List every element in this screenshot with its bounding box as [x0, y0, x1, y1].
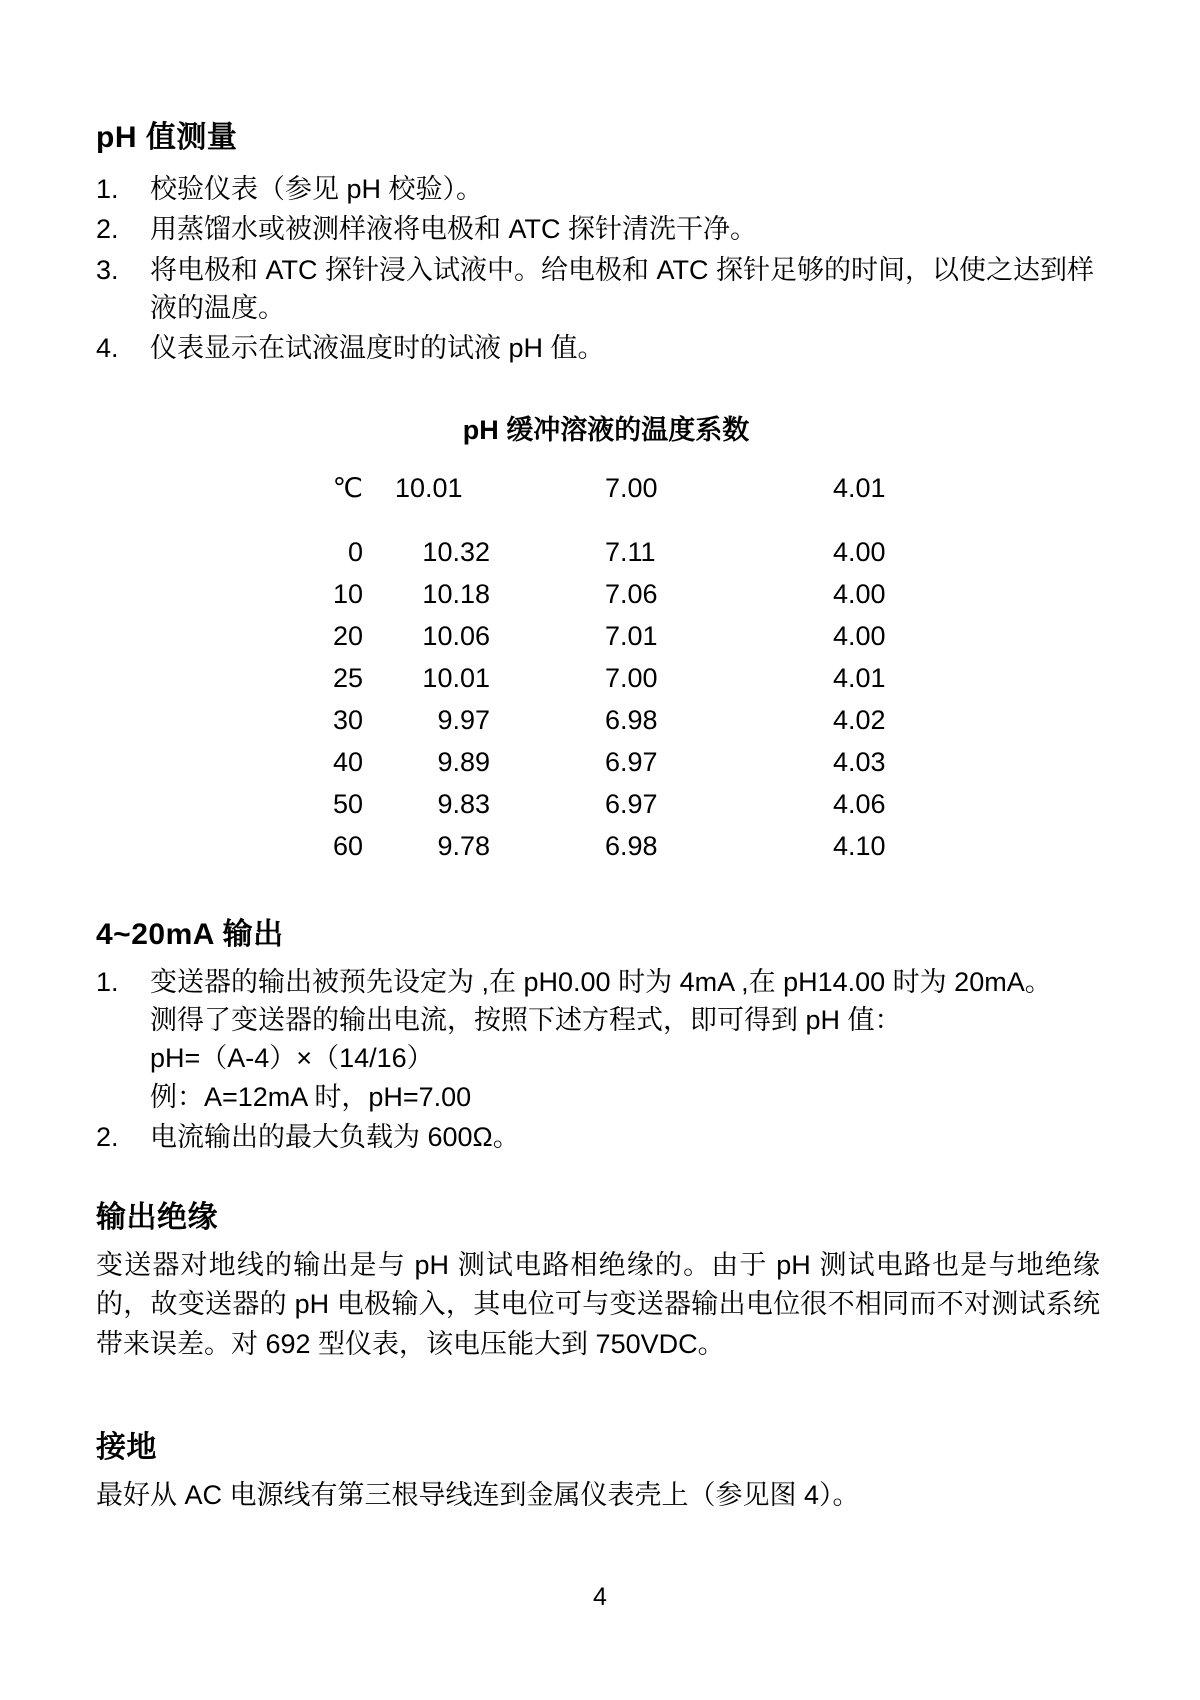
isolation-paragraph: 变送器对地线的输出是与 pH 测试电路相绝缘的。由于 pH 测试电路也是与地绝缘的，故变送器的 pH 电极输入，其电位可与变送器输出电位很不相同而不对测试系统带来误差。对 692 型仪表，该电压能大到 750VDC。 [96, 1250, 1100, 1359]
cell-ph4: 4.10 [833, 830, 886, 861]
cell-ph4: 4.06 [833, 788, 886, 819]
list-item-text: 用蒸馏水或被测样液将电极和 ATC 探针清洗干净。 [150, 214, 757, 245]
ph-measure-step-list [96, 170, 1100, 368]
cell-temperature: 25 [332, 662, 363, 693]
cell-temperature: 20 [332, 620, 363, 651]
list-item [96, 1118, 1100, 1156]
section-heading-output: 4~20mA 输出 [96, 917, 284, 951]
cell-ph7: 6.98 [605, 830, 658, 861]
cell-ph10: 9.89 [437, 746, 490, 777]
list-item-text: 将电极和 ATC 探针浸入试液中。给电极和 ATC 探针足够的时间，以使之达到样液的温度。 [150, 254, 1094, 323]
table-row [173, 705, 1023, 747]
list-item-number: 4. [96, 333, 119, 364]
output-item-list [96, 963, 1100, 1157]
cell-temperature: 30 [332, 704, 363, 735]
list-item-text: 电流输出的最大负载为 600Ω。 [150, 1121, 520, 1152]
grounding-paragraph: 最好从 AC 电源线有第三根导线连到金属仪表壳上（参见图 4）。 [96, 1479, 860, 1510]
list-item-number: 2. [96, 214, 119, 245]
cell-ph7: 7.01 [605, 620, 658, 651]
cell-ph7: 6.98 [605, 704, 658, 735]
list-item [96, 210, 1100, 248]
cell-temperature: 0 [347, 536, 363, 567]
table-header-cell-temperature: ℃ [332, 472, 363, 503]
page-number: 4 [593, 1583, 607, 1611]
list-item-text: 校验仪表（参见 pH 校验）。 [150, 174, 484, 204]
table-row [173, 747, 1023, 789]
cell-ph10: 10.06 [422, 620, 490, 651]
list-item-number: 1. [96, 966, 119, 997]
list-item [96, 963, 1100, 1116]
cell-ph4: 4.00 [833, 578, 886, 609]
cell-temperature: 40 [332, 746, 363, 777]
output-formula: pH=（A-4）×（14/16） [150, 1043, 434, 1074]
list-item-number: 1. [96, 174, 119, 204]
table-header-row [173, 473, 1023, 537]
cell-temperature: 60 [332, 830, 363, 861]
cell-temperature: 50 [332, 788, 363, 819]
list-item-number: 2. [96, 1121, 119, 1152]
list-item-number: 3. [96, 254, 119, 285]
table-row [173, 663, 1023, 705]
list-item-text-line2: 测得了变送器的输出电流，按照下述方程式，即可得到 pH 值： [150, 1004, 902, 1035]
table-row [173, 621, 1023, 663]
cell-ph10: 9.78 [437, 830, 490, 861]
cell-ph4: 4.02 [833, 704, 886, 735]
output-formula-example: 例：A=12mA 时，pH=7.00 [150, 1081, 472, 1112]
list-item [96, 329, 1100, 367]
table-header-cell-ph7: 7.00 [605, 472, 658, 503]
cell-ph10: 10.18 [422, 578, 490, 609]
table-row [173, 789, 1023, 831]
cell-ph7: 6.97 [605, 746, 658, 777]
buffer-coefficient-table-block [96, 408, 1100, 873]
list-item-text: 变送器的输出被预先设定为 ,在 pH0.00 时为 4mA ,在 pH14.00 时为 20mA。 [150, 966, 1052, 997]
table-row [173, 579, 1023, 621]
cell-ph7: 7.11 [605, 536, 656, 567]
list-item [96, 170, 1100, 208]
list-item-text: 仪表显示在试液温度时的试液 pH 值。 [150, 333, 605, 364]
table-header-cell-ph10: 10.01 [395, 472, 463, 503]
section-heading-grounding: 接地 [96, 1430, 157, 1464]
cell-ph4: 4.00 [833, 620, 886, 651]
list-item [96, 251, 1100, 328]
table-row [173, 831, 1023, 873]
cell-ph10: 9.83 [437, 788, 490, 819]
buffer-coefficient-table [173, 473, 1023, 873]
cell-temperature: 10 [332, 578, 363, 609]
cell-ph4: 4.00 [833, 536, 886, 567]
table-header-cell-ph4: 4.01 [833, 472, 886, 503]
cell-ph4: 4.01 [833, 662, 886, 693]
section-heading-isolation: 输出绝缘 [96, 1201, 218, 1235]
table-row [173, 537, 1023, 579]
page-title: pH 值测量 [96, 121, 238, 154]
cell-ph7: 6.97 [605, 788, 658, 819]
cell-ph10: 9.97 [437, 704, 490, 735]
cell-ph7: 7.06 [605, 578, 658, 609]
cell-ph10: 10.01 [422, 662, 490, 693]
cell-ph7: 7.00 [605, 662, 658, 693]
table-title: pH 缓冲溶液的温度系数 [462, 414, 750, 445]
cell-ph4: 4.03 [833, 746, 886, 777]
cell-ph10: 10.32 [422, 536, 490, 567]
